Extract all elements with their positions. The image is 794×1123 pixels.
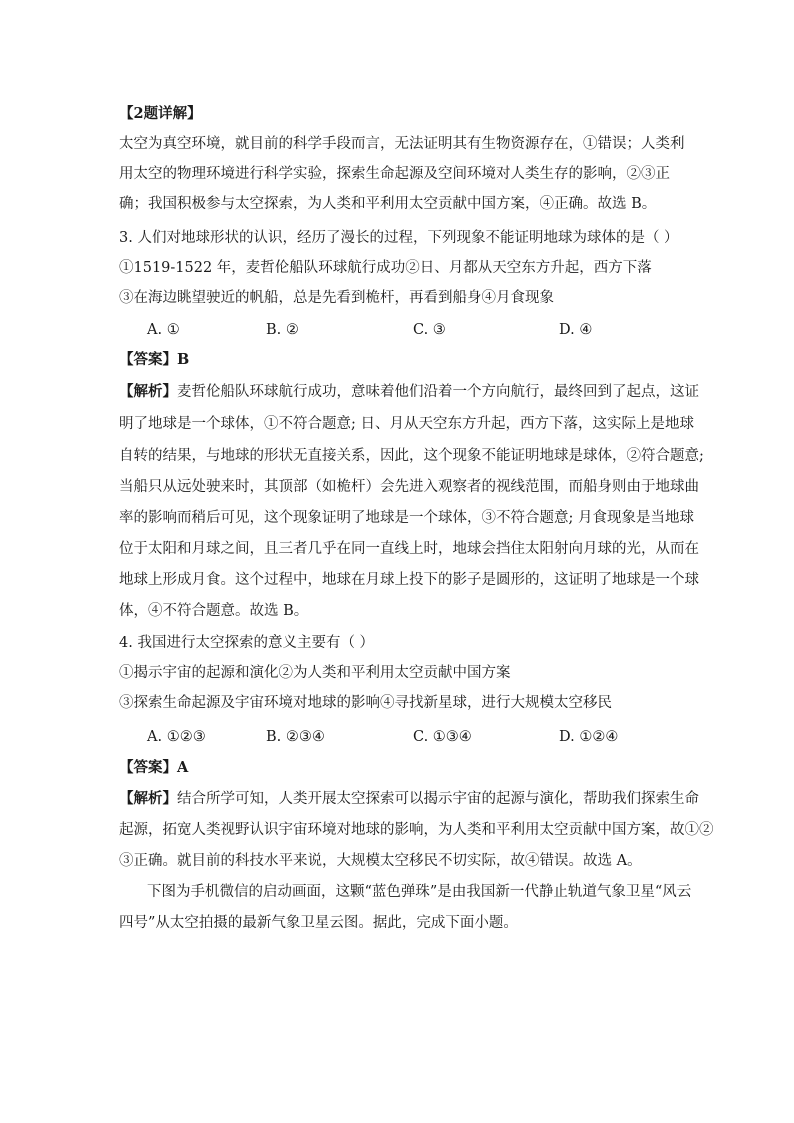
q3-item: ③在海边眺望驶近的帆船，总是先看到桅杆，再看到船身④月食现象: [119, 290, 554, 306]
q3-answer: [119, 350, 189, 370]
q4-option-d: D. ①②④: [559, 729, 619, 745]
q3-analysis-line: 当船只从远处驶来时，其顶部（如桅杆）会先进入观察者的视线范围，而船身则由于地球曲: [119, 479, 699, 495]
answer-value: A: [177, 759, 189, 776]
q3-option-c: C. ③: [413, 322, 446, 338]
q3-analysis-line: 自转的结果，与地球的形状无直接关系，因此，这个现象不能证明地球是球体，②符合题意;: [119, 448, 704, 464]
answer-label: 【答案】: [119, 351, 177, 368]
analysis-label: 【解析】: [119, 790, 177, 807]
q3-option-b: B. ②: [266, 322, 299, 338]
q3-item: ①1519-1522 年，麦哲伦船队环球航行成功②日、月都从天空东方升起，西方下落: [119, 260, 652, 276]
q3-analysis-line: 地球上形成月食。这个过程中，地球在月球上投下的影子是圆形的，这证明了地球是一个球: [119, 572, 699, 588]
analysis-label: 【解析】: [119, 383, 177, 400]
analysis-text: 麦哲伦船队环球航行成功，意味着他们沿着一个方向航行，最终回到了起点，这证: [177, 384, 699, 400]
q4-item: ③探索生命起源及宇宙环境对地球的影响④寻找新星球，进行大规模太空移民: [119, 695, 612, 711]
q2-detail-line: 太空为真空环境，就目前的科学手段而言，无法证明其有生物资源存在，①错误；人类利: [119, 136, 685, 152]
intro-line: 四号”从太空拍摄的最新气象卫星云图。据此，完成下面小题。: [119, 915, 518, 931]
q3-option-d: D. ④: [559, 322, 593, 338]
answer-value: B: [177, 351, 190, 368]
q4-question: 4. 我国进行太空探索的意义主要有（ ）: [119, 635, 375, 651]
q3-analysis-line: 明了地球是一个球体，①不符合题意; 日、月从天空东方升起，西方下落，这实际上是地球: [119, 416, 694, 432]
q4-analysis-line: 起源，拓宽人类视野认识宇宙环境对地球的影响，为人类和平利用太空贡献中国方案，故①②: [119, 822, 714, 838]
q3-question: 3. 人们对地球形状的认识，经历了漫长的过程，下列现象不能证明地球为球体的是（ ）: [119, 230, 679, 246]
answer-label: 【答案】: [119, 759, 177, 776]
q2-detail-line: 确；我国积极参与太空探索，为人类和平利用太空贡献中国方案，④正确。故选 B。: [119, 196, 657, 212]
q4-analysis-line: ③正确。就目前的科技水平来说，大规模太空移民不切实际，故④错误。故选 A。: [119, 853, 642, 869]
q3-analysis-line: 位于太阳和月球之间，且三者几乎在同一直线上时，地球会挡住太阳射向月球的光，从而在: [119, 541, 699, 557]
q4-option-b: B. ②③④: [266, 729, 325, 745]
q4-option-c: C. ①③④: [413, 729, 472, 745]
q3-analysis-line: 体，④不符合题意。故选 B。: [119, 603, 309, 619]
q2-detail-heading: 【2题详解】: [119, 105, 202, 122]
q4-option-a: A. ①②③: [147, 729, 206, 745]
intro-line: 下图为手机微信的启动画面，这颗“蓝色弹珠”是由我国新一代静止轨道气象卫星“风云: [147, 884, 692, 900]
analysis-text: 结合所学可知，人类开展太空探索可以揭示宇宙的起源与演化，帮助我们探索生命: [177, 791, 699, 807]
q3-analysis-line: 率的影响而稍后可见，这个现象证明了地球是一个球体，③不符合题意; 月食现象是当地球: [119, 510, 694, 526]
q4-analysis-line: [119, 789, 699, 809]
q3-option-a: A. ①: [147, 322, 180, 338]
q4-answer: [119, 758, 188, 778]
q3-analysis-line: [119, 382, 699, 402]
q4-item: ①揭示宇宙的起源和演化②为人类和平利用太空贡献中国方案: [119, 665, 511, 681]
q2-detail-line: 用太空的物理环境进行科学实验，探索生命起源及空间环境对人类生存的影响，②③正: [119, 166, 670, 182]
